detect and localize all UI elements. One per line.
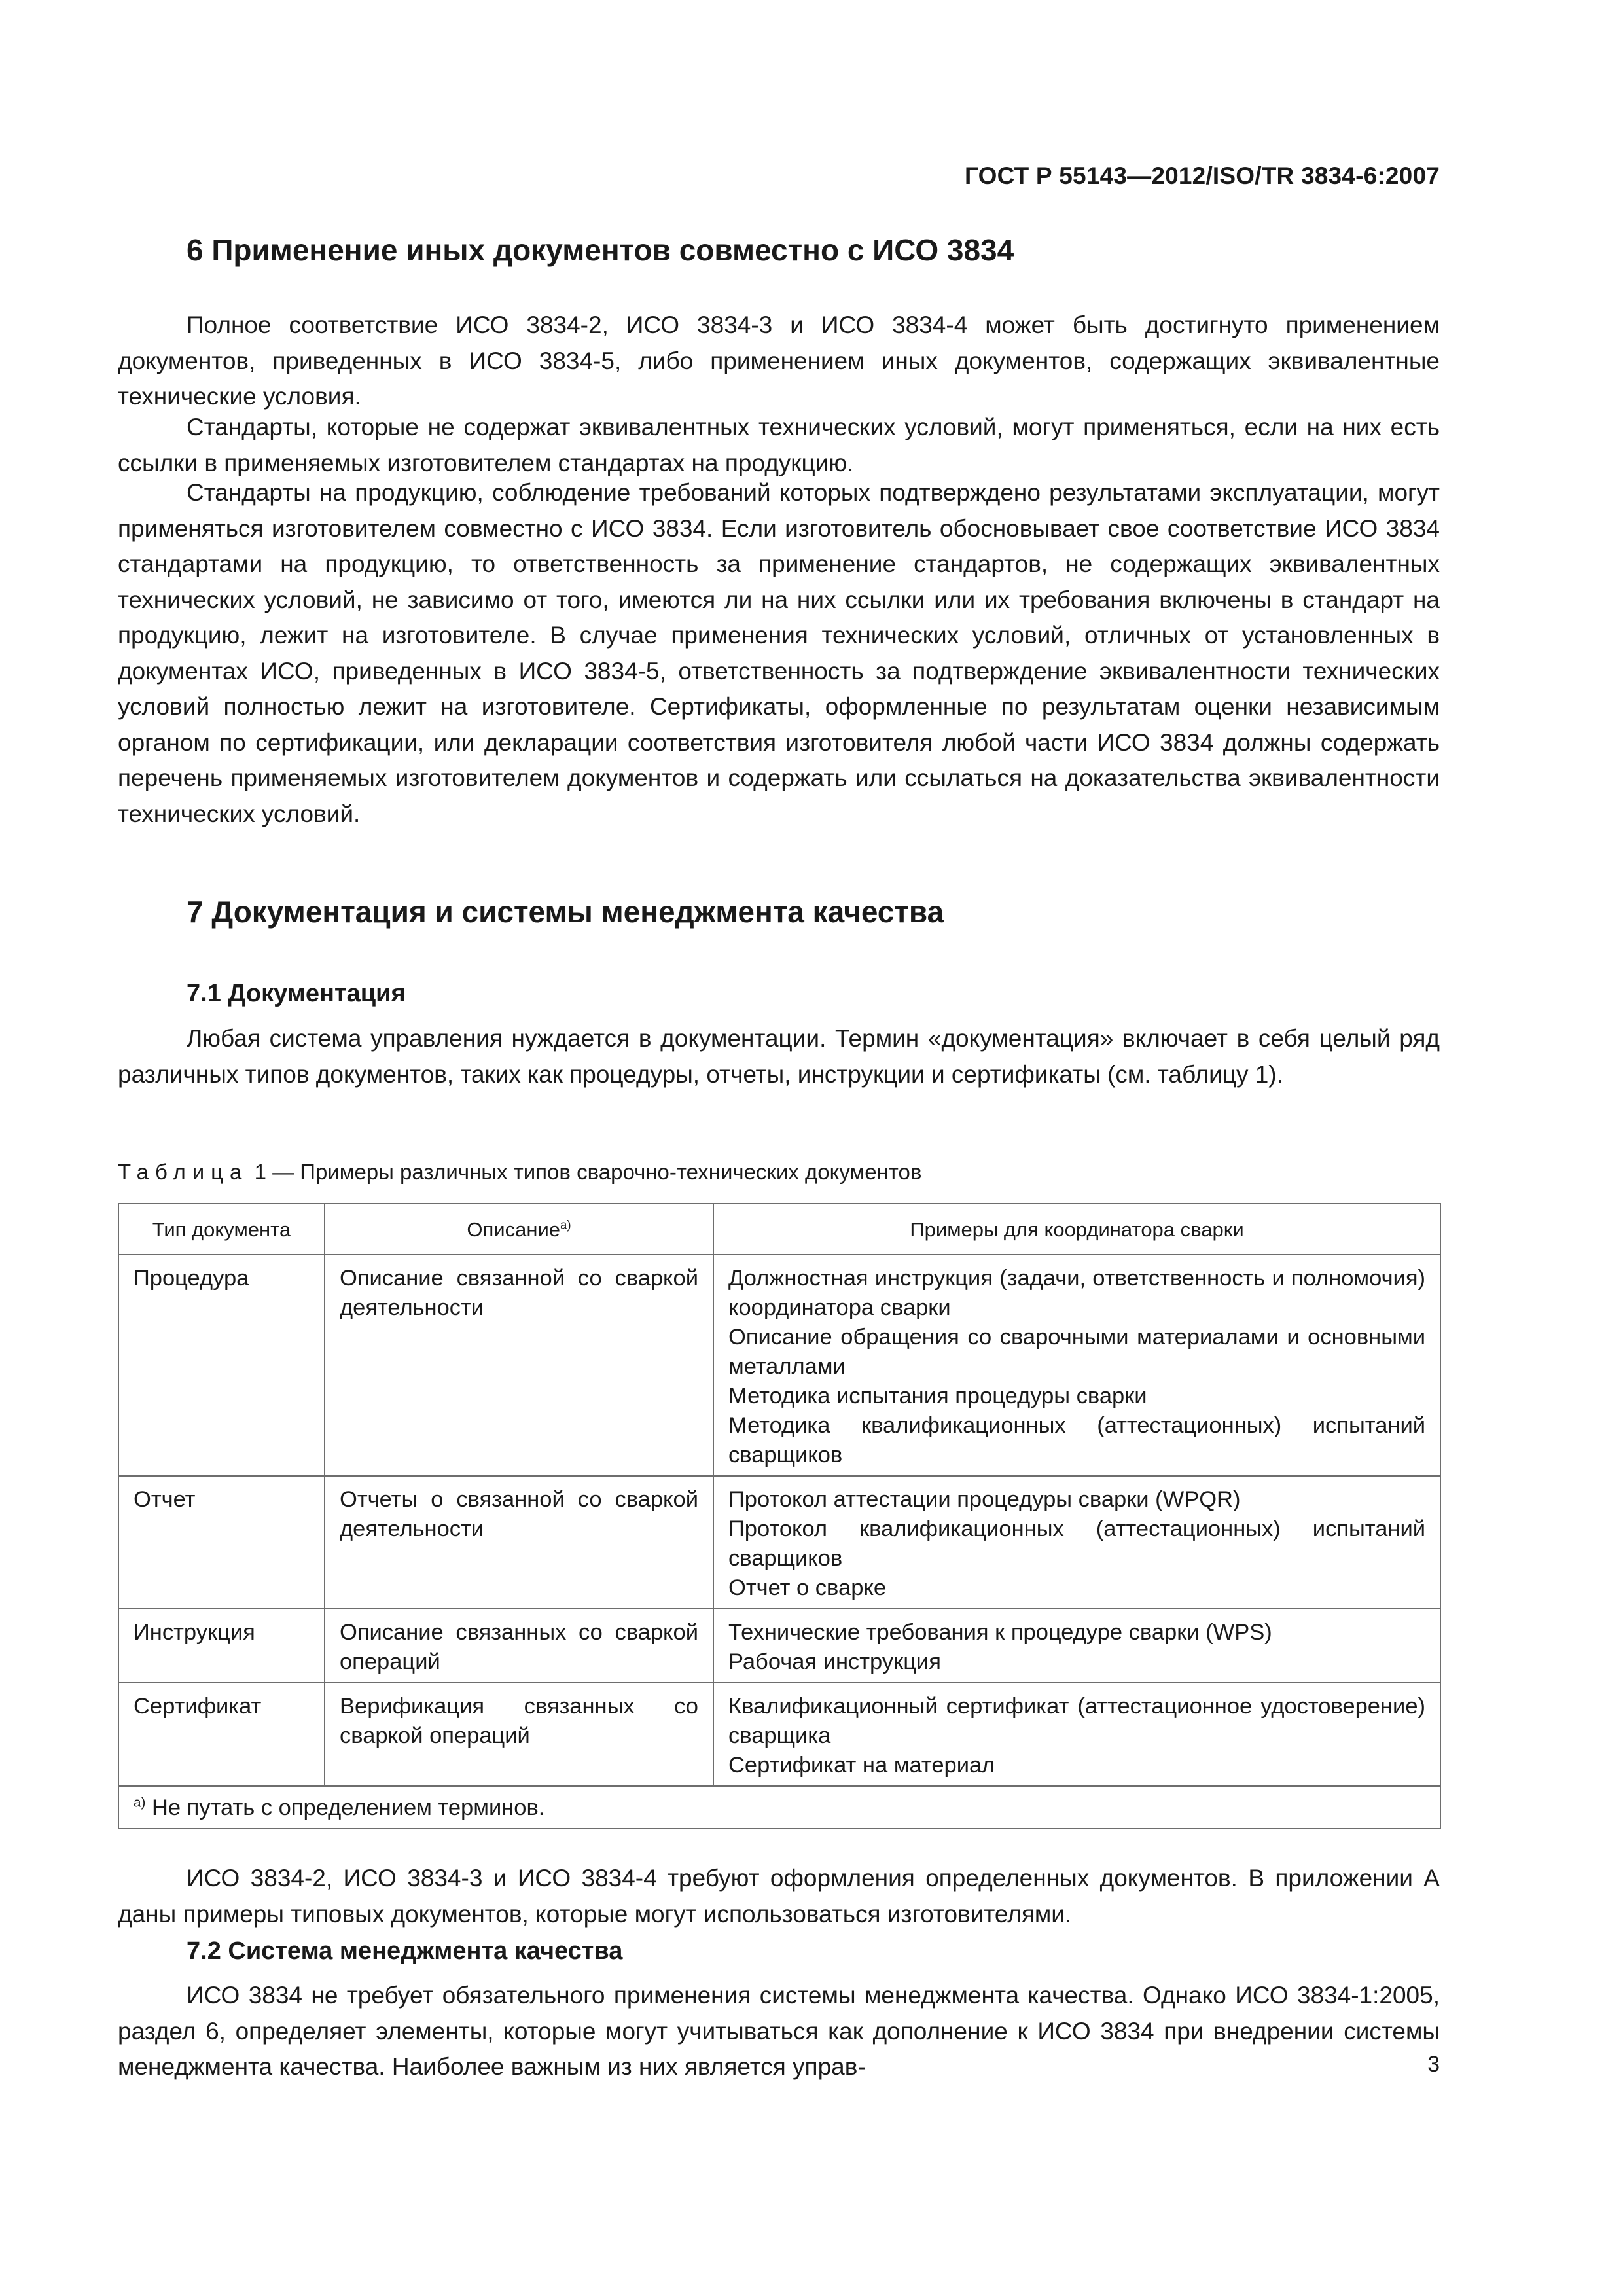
document-code: ГОСТ Р 55143—2012/ISO/TR 3834-6:2007 <box>964 162 1440 189</box>
footnote-text: Не путать с определением терминов. <box>145 1795 545 1820</box>
table-caption <box>118 1160 921 1185</box>
cell-type: Сертификат <box>118 1683 325 1786</box>
table-footnote-row <box>118 1786 1440 1829</box>
cell-examples <box>713 1255 1440 1476</box>
cell-description: Отчеты о связанной со сваркой деятельности <box>325 1476 713 1609</box>
example-item: Отчет о сварке <box>728 1575 887 1600</box>
section-6-title: 6 Применение иных документов совместно с ИСО 3834 <box>187 233 1014 267</box>
subsection-7-2-title: 7.2 Система менеджмента качества <box>187 1937 623 1965</box>
section-6-paragraph-1: Полное соответствие ИСО 3834-2, ИСО 3834-3 и ИСО 3834-4 может быть достигнуто применением документов, приведенных в ИСО 3834-5, либо применением иных документов, содержащих эквивалентные технические условия. <box>118 312 1440 410</box>
table-row <box>118 1476 1440 1609</box>
table-row <box>118 1683 1440 1786</box>
table-caption-word: Таблица <box>118 1160 249 1184</box>
section-7-title: 7 Документация и системы менеджмента качества <box>187 895 944 929</box>
example-item: Методика квалификационных (аттестационных) испытаний сварщиков <box>728 1413 1425 1467</box>
document-types-table <box>118 1203 1441 1829</box>
subsection-7-1-paragraph: Любая система управления нуждается в документации. Термин «документация» включает в себя целый ряд различных типов документов, таких как процедуры, отчеты, инструкции и сертификаты (см. таблицу 1). <box>118 1025 1440 1088</box>
cell-type: Отчет <box>118 1476 325 1609</box>
footnote-mark: а) <box>134 1795 146 1810</box>
example-item: Методика испытания процедуры сварки <box>728 1384 1147 1408</box>
section-6-paragraph-3: Стандарты на продукцию, соблюдение требований которых подтверждено результатами эксплуатации, могут применяться изготовителем совместно с ИСО 3834. Если изготовитель обосновывает свое соответствие ИСО 3834 стандартами на продукцию, то ответственность за применение стандартов, не содержащих эквивалентных технических условий, не зависимо от того, имеются ли на них ссылки или их требования включены в стандарт на продукцию, лежит на изготовителе. В случае применения технических условий, отличных от установленных в документах ИСО, приведенных в ИСО 3834-5, ответственность за подтверждение эквивалентности технических условий полностью лежит на изготовителе. Сертификаты, оформленные по результатам оценки независимым органом по сертификации, или декларации соответствия изготовителя любой части ИСО 3834 должны содержать перечень применяемых изготовителем документов и содержать или ссылаться на доказательства эквивалентности технических условий. <box>118 479 1440 827</box>
example-item: Рабочая инструкция <box>728 1649 941 1674</box>
header-description-label: Описание <box>467 1217 561 1241</box>
cell-examples <box>713 1609 1440 1683</box>
example-item: Протокол квалификационных (аттестационных) испытаний сварщиков <box>728 1516 1425 1571</box>
cell-description: Описание связанных со сваркой операций <box>325 1609 713 1683</box>
header-description <box>325 1204 713 1255</box>
example-item: Должностная инструкция (задачи, ответственность и полномочия) координатора сварки <box>728 1266 1425 1320</box>
document-page <box>118 0 1440 2296</box>
cell-type: Процедура <box>118 1255 325 1476</box>
example-item: Описание обращения со сварочными материалами и основными металлами <box>728 1325 1425 1379</box>
header-footnote-mark: а) <box>560 1217 571 1232</box>
example-item: Протокол аттестации процедуры сварки (WPQR) <box>728 1487 1241 1512</box>
table-row <box>118 1255 1440 1476</box>
header-examples: Примеры для координатора сварки <box>713 1204 1440 1255</box>
subsection-7-1-title: 7.1 Документация <box>187 980 406 1007</box>
table-footnote <box>118 1786 1440 1829</box>
example-item: Технические требования к процедуре сварки (WPS) <box>728 1620 1272 1645</box>
header-doc-type: Тип документа <box>118 1204 325 1255</box>
cell-examples <box>713 1683 1440 1786</box>
cell-type: Инструкция <box>118 1609 325 1683</box>
cell-description: Верификация связанных со сваркой операций <box>325 1683 713 1786</box>
cell-examples <box>713 1476 1440 1609</box>
table-row <box>118 1609 1440 1683</box>
example-item: Сертификат на материал <box>728 1753 995 1778</box>
cell-description: Описание связанной со сваркой деятельности <box>325 1255 713 1476</box>
table-header-row <box>118 1204 1440 1255</box>
example-item: Квалификационный сертификат (аттестационное удостоверение) сварщика <box>728 1694 1425 1748</box>
section-6-paragraph-2: Стандарты, которые не содержат эквивалентных технических условий, могут применяться, если на них есть ссылки в применяемых изготовителем стандартах на продукцию. <box>118 414 1440 476</box>
after-table-paragraph: ИСО 3834-2, ИСО 3834-3 и ИСО 3834-4 требуют оформления определенных документов. В приложении А даны примеры типовых документов, которые могут использоваться изготовителями. <box>118 1865 1440 1928</box>
page-number: 3 <box>1427 2052 1440 2077</box>
subsection-7-2-paragraph: ИСО 3834 не требует обязательного применения системы менеджмента качества. Однако ИСО 3834-1:2005, раздел 6, определяет элементы, которые могут учитываться как дополнение к ИСО 3834 при внедрении системы менеджмента качества. Наиболее важным из них является управ- <box>118 1982 1440 2080</box>
table-caption-text: 1 — Примеры различных типов сварочно-технических документов <box>254 1160 922 1184</box>
